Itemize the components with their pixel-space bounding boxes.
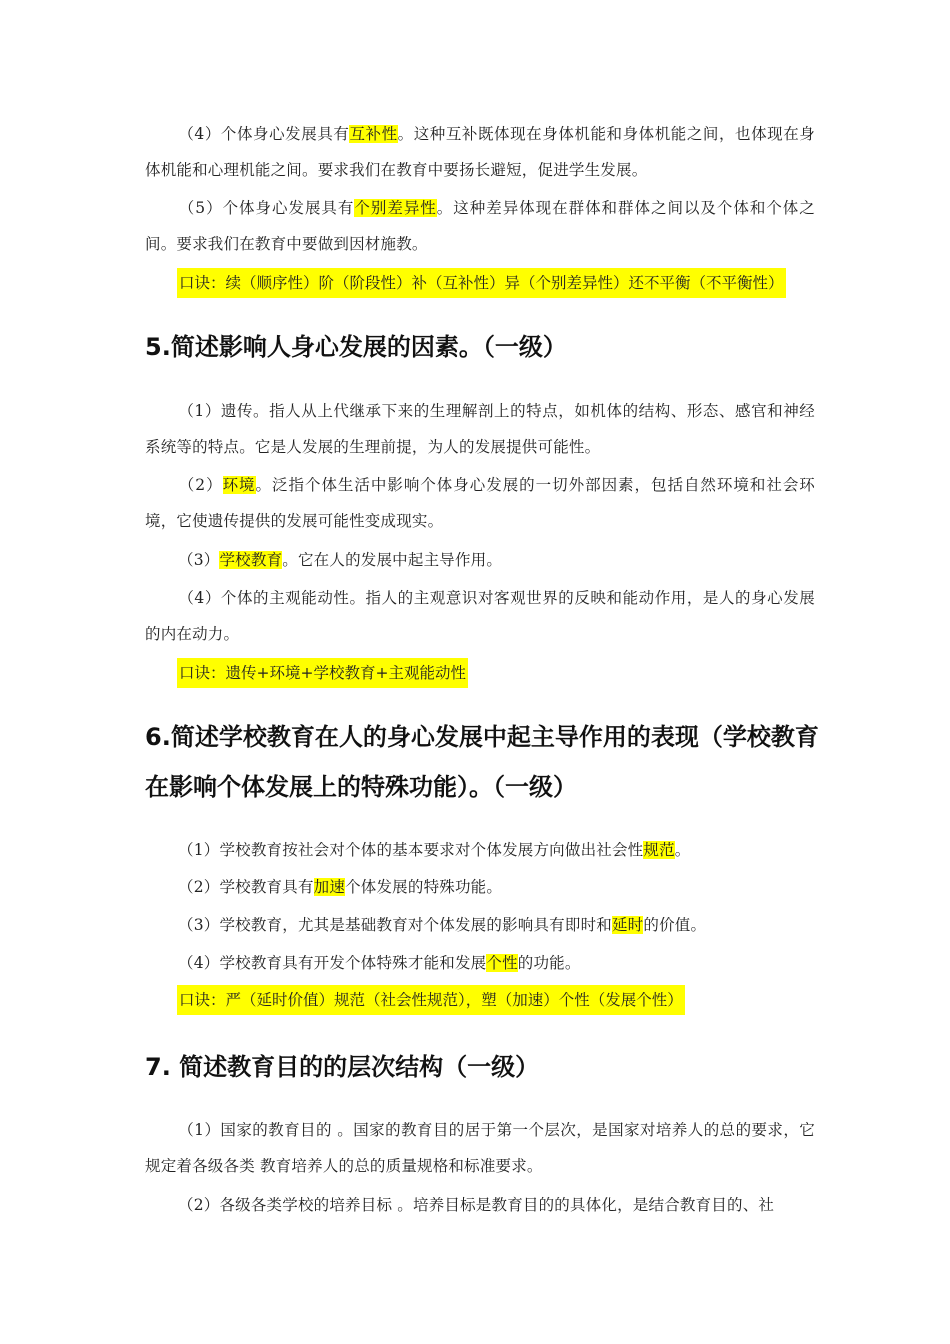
paragraph-norm: （1）学校教育按社会对个体的基本要求对个体发展方向做出社会性规范。 [178,841,691,859]
highlight-environment: 环境 [222,476,256,494]
heading-section-6: 6.简述学校教育在人的身心发展中起主导作用的表现（学校教育在影响个体发展上的特殊功能）。（一级） [145,723,819,801]
paragraph-environment: （2）环境。泛指个体生活中影响个体身心发展的一切外部因素，包括自然环境和社会环境，它使遗传提供的发展可能性变成现实。 [145,476,815,530]
highlight-personality: 个性 [486,954,518,972]
paragraph-heredity: （1）遗传。指人从上代继承下来的生理解剖上的特点，如机体的结构、形态、感官和神经系统等的特点。它是人发展的生理前提，为人的发展提供可能性。 [145,402,815,456]
mnemonic-section-5: 口诀：遗传+环境+学校教育+主观能动性 [177,658,468,688]
mnemonic-section-6: 口诀：严（延时价值）规范（社会性规范），塑（加速）个性（发展个性） [177,985,685,1015]
paragraph-individual-difference: （5）个体身心发展具有个别差异性。这种差异体现在群体和群体之间以及个体和个体之间。要求我们在教育中要做到因材施教。 [145,199,815,253]
highlight-individual-difference: 个别差异性 [354,199,437,217]
paragraph-initiative: （4）个体的主观能动性。指人的主观意识对客观世界的反映和能动作用，是人的身心发展的内在动力。 [145,589,815,643]
paragraph-personality: （4）学校教育具有开发个体特殊才能和发展个性的功能。 [178,954,581,972]
paragraph-national-aim: （1）国家的教育目的 。国家的教育目的居于第一个层次，是国家对培养人的总的要求，它规定着各级各类 教育培养人的总的质量规格和标准要求。 [145,1121,815,1175]
heading-section-7: 7. 简述教育目的的层次结构（一级） [145,1053,540,1081]
heading-section-5: 5.简述影响人身心发展的因素。（一级） [145,333,567,361]
highlight-acceleration: 加速 [313,878,346,896]
highlight-norm: 规范 [643,841,675,859]
paragraph-delayed-value: （3）学校教育，尤其是基础教育对个体发展的影响具有即时和延时的价值。 [178,916,707,934]
highlight-school-education: 学校教育 [219,551,283,569]
paragraph-acceleration: （2）学校教育具有加速个体发展的特殊功能。 [178,878,503,896]
highlight-delayed: 延时 [611,916,644,934]
mnemonic-section-4: 口诀：续（顺序性）阶（阶段性）补（互补性）异（个别差异性）还不平衡（不平衡性） [177,268,786,298]
highlight-complementarity: 互补性 [349,125,398,143]
paragraph-complementarity: （4）个体身心发展具有互补性。这种互补既体现在身体机能和身体机能之间，也体现在身体机能和心理机能之间。要求我们在教育中要扬长避短，促进学生发展。 [145,125,815,179]
paragraph-school-goals: （2）各级各类学校的培养目标 。培养目标是教育目的的具体化，是结合教育目的、社 [178,1196,775,1214]
paragraph-school-education: （3）学校教育。它在人的发展中起主导作用。 [178,551,503,569]
